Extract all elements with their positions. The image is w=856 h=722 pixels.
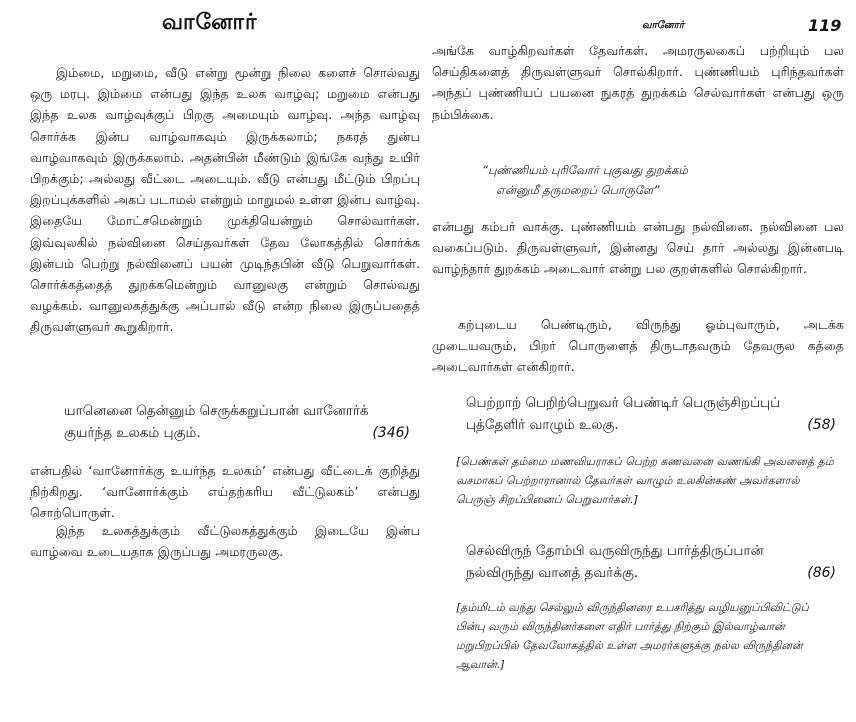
left-paragraph-3: இந்த உலகத்துக்கும் வீட்டுலகத்துக்கும் இடையே இன்ப வாழ்வை உடையதாக இருப்பது அமரருலகு. [30, 523, 420, 560]
kural-346 [64, 400, 410, 444]
chapter-title: வானோர் [162, 10, 258, 35]
kambar-quote [482, 160, 832, 200]
kural-346-line-1: யானெனை தென்னும் செருக்கறுப்பான் வானோர்க் [64, 403, 369, 419]
kural-86 [466, 540, 836, 584]
kambar-quote-line-1: “புண்ணியம் புரிவோர் புகுவது துறக்கம் [482, 163, 688, 177]
kural-346-line-2: குயர்ந்த உலகம் புகும். [64, 425, 201, 441]
kural-58-explanation: [பெண்கள் தம்மை மணவியராகப் பெற்ற கணவனை வணங்கி அவனைத் தம் வசமாகப் பெற்றாரானால் தேவர்கள் வாழும் உலகின்கண் அவர்களால் பெருஞ் சிறப்பினைப் பெறுவார்கள்.] [456, 455, 834, 506]
right-paragraph-1: அங்கே வாழ்கிறவர்கள் தேவர்கள். அமரருலகைப் பற்றியும் பல செய்திகளைத் திருவள்ளுவர் சொல்கிறார். புண்ணியம் புரிந்தவர்கள் அந்தப் புண்ணியப் பயனை நுகரத் துறக்கம் செல்வார்கள் என்பது ஒரு நம்பிக்கை. [432, 43, 844, 122]
kural-346-number: (346) [372, 425, 410, 441]
kural-58-number: (58) [807, 417, 836, 433]
kural-58 [466, 392, 836, 436]
running-header: வானோர் [642, 20, 685, 31]
left-paragraph-1: இம்மை, மறுமை, வீடு என்று மூன்று நிலை களைச் சொல்வது ஒரு மரபு. இம்மை என்பது இந்த உலக வாழ்வு; மறுமை என்பது இந்த உலக வாழ்வுக்குப் பிறகு அமையும் வாழ்வு. அந்த வாழ்வு சொர்க்க இன்ப வாழ்வாகவும் இருக்கலாம்; நகரத் துன்ப வாழ்வாகவும் இருக்கலாம். அதன்பின் மீண்டும் இங்கே வந்து உயிர் பிறக்கும்; அல்லது வீட்டை அடையும். வீடு என்பது மீட்டும் பிறப்பு இறப்புக்களில் அகப் படாமல் என்றும் மாறுமல் உள்ள இன்ப வாழ்வு. இதையே மோட்சமென்றும் முக்தியென்றும் சொல்வார்கள். இவ்வுலகில் நல்வினை செய்தவர்கள் தேவ லோகத்தில் சொர்க்க இன்பம் பெற்று நல்வினைப் பயன் முடிந்தபின் வீடு பெறுவார்கள். சொர்க்கத்தைத் துறக்கமென்றும் வானுலகு என்றும் சொல்வது வழக்கம். வானுலகத்துக்கு அப்பால் வீடு என்ற நிலை இருப்பதைத் திருவள்ளுவர் கூறுகிறார். [30, 65, 420, 335]
kural-86-line-2: நல்விருந்து வானத் தவர்க்கு. [466, 565, 639, 581]
kural-86-number: (86) [807, 565, 836, 581]
kural-58-line-2: புத்தேளிர் வாழும் உலகு. [466, 417, 619, 433]
kural-86-line-1: செல்விருந் தோம்பி வருவிருந்து பார்த்திருப்பான் [466, 543, 764, 559]
left-paragraph-2: என்பதில் ‘வானோர்க்கு உயர்ந்த உலகம்’ என்பது வீட்டைக் குறித்து நிற்கிறது. ‘வானோர்க்கும் எய்தற்கரிய வீட்டுலகம்’ என்பது சொற்பொருள். [30, 463, 420, 521]
right-paragraph-3: கற்புடைய பெண்டிரும், விருந்து ஓம்புவாரும், அடக்க முடையவரும், பிறர் பொருளைத் திருடாதவரும் தேவருல கத்தை அடைவார்கள் என்கிறார். [432, 317, 844, 375]
right-paragraph-2: என்பது கம்பர் வாக்கு. புண்ணியம் என்பது நல்வினை. நல்வினை பல வகைப்படும். திருவள்ளுவர், இன்னது செய் தார் அல்லது இன்னபடி வாழ்ந்தார் துறக்கம் அடைவார் என்று பல குறள்களில் சொல்கிறார். [432, 219, 844, 277]
kural-86-explanation: [தம்மிடம் வந்து செல்லும் விருந்தினரை உபசரித்து வழியனுப்பிவிட்டுப் பின்பு வரும் விருந்தினர்களை எதிர் பார்த்து நிற்கும் இல்வாழ்வான் மறுபிறப்பில் தேவலோகத்தில் உள்ள அமரர்களுக்கு நல்ல விருந்தினன் ஆவான்.] [456, 601, 809, 671]
page-number: 119 [808, 16, 842, 35]
kural-58-line-1: பெற்றாற் பெறிற்பெறுவர் பெண்டிர் பெருஞ்சிறப்புப் [466, 395, 781, 411]
kambar-quote-line-2: என்னுமீ தருமறைப் பொருளே” [496, 183, 660, 197]
